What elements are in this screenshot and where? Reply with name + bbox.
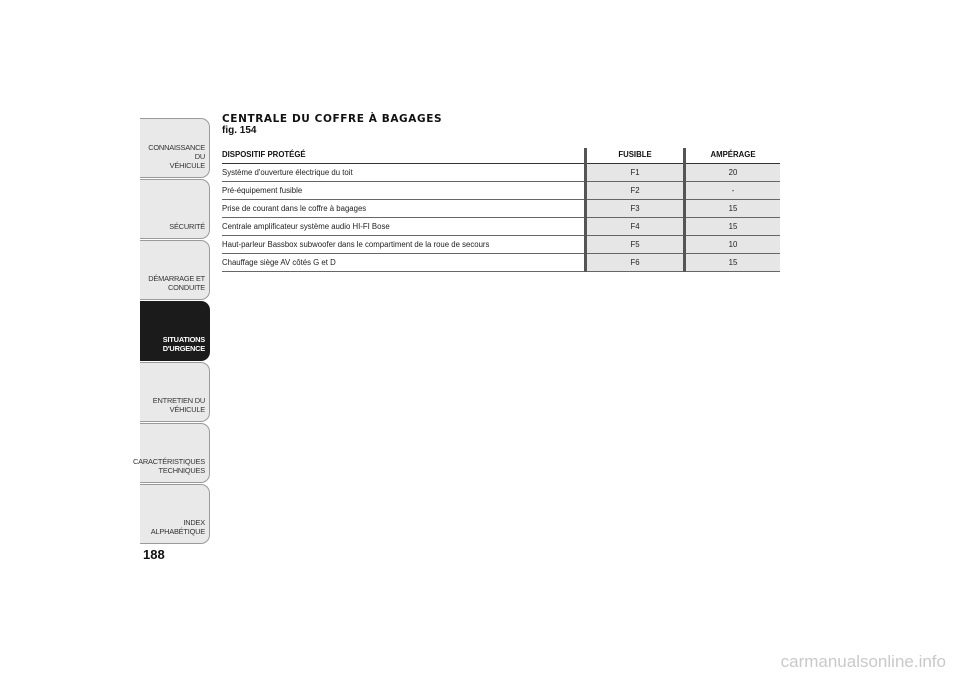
cell-amperage: 20 <box>685 164 781 182</box>
tab-demarrage-et-conduite[interactable]: DÉMARRAGE ET CONDUITE <box>140 240 210 300</box>
cell-device: Chauffage siège AV côtés G et D <box>222 254 586 272</box>
cell-amperage: 10 <box>685 236 781 254</box>
tab-situations-d-urgence[interactable]: SITUATIONS D'URGENCE <box>140 301 210 361</box>
cell-amperage: 15 <box>685 218 781 236</box>
cell-fuse: F2 <box>586 182 685 200</box>
cell-fuse: F6 <box>586 254 685 272</box>
section-title: CENTRALE DU COFFRE À BAGAGES <box>222 113 443 125</box>
tab-entretien-du-vehicule[interactable]: ENTRETIEN DU VÉHICULE <box>140 362 210 422</box>
cell-fuse: F4 <box>586 218 685 236</box>
figure-reference: fig. 154 <box>222 125 257 136</box>
watermark: carmanualsonline.info <box>780 652 946 671</box>
main-content <box>222 113 780 272</box>
tab-securite[interactable]: SÉCURITÉ <box>140 179 210 239</box>
tab-caracteristiques-techniques[interactable]: CARACTÉRISTIQUES TECHNIQUES <box>140 423 210 483</box>
cell-device: Système d'ouverture électrique du toit <box>222 164 586 182</box>
cell-device: Pré-équipement fusible <box>222 182 586 200</box>
table-row <box>222 236 780 254</box>
table-row <box>222 254 780 272</box>
cell-amperage: 15 <box>685 200 781 218</box>
table-row <box>222 200 780 218</box>
cell-device: Centrale amplificateur système audio HI-FI Bose <box>222 218 586 236</box>
table-row <box>222 218 780 236</box>
tab-index-alphabetique[interactable]: INDEX ALPHABÉTIQUE <box>140 484 210 544</box>
header-dispositif: DISPOSITIF PROTÉGÉ <box>222 148 586 164</box>
tab-connaissance-du-vehicule[interactable]: CONNAISSANCE DU VÉHICULE <box>140 118 210 178</box>
table-row <box>222 164 780 182</box>
cell-fuse: F5 <box>586 236 685 254</box>
cell-fuse: F1 <box>586 164 685 182</box>
header-fusible: FUSIBLE <box>586 148 685 164</box>
cell-device: Prise de courant dans le coffre à bagages <box>222 200 586 218</box>
fuse-table <box>222 148 780 272</box>
page-number: 188 <box>143 547 165 562</box>
header-amperage: AMPÉRAGE <box>685 148 781 164</box>
cell-amperage: 15 <box>685 254 781 272</box>
cell-amperage: - <box>685 182 781 200</box>
cell-fuse: F3 <box>586 200 685 218</box>
table-row <box>222 182 780 200</box>
table-header-row <box>222 148 780 164</box>
cell-device: Haut-parleur Bassbox subwoofer dans le compartiment de la roue de secours <box>222 236 586 254</box>
